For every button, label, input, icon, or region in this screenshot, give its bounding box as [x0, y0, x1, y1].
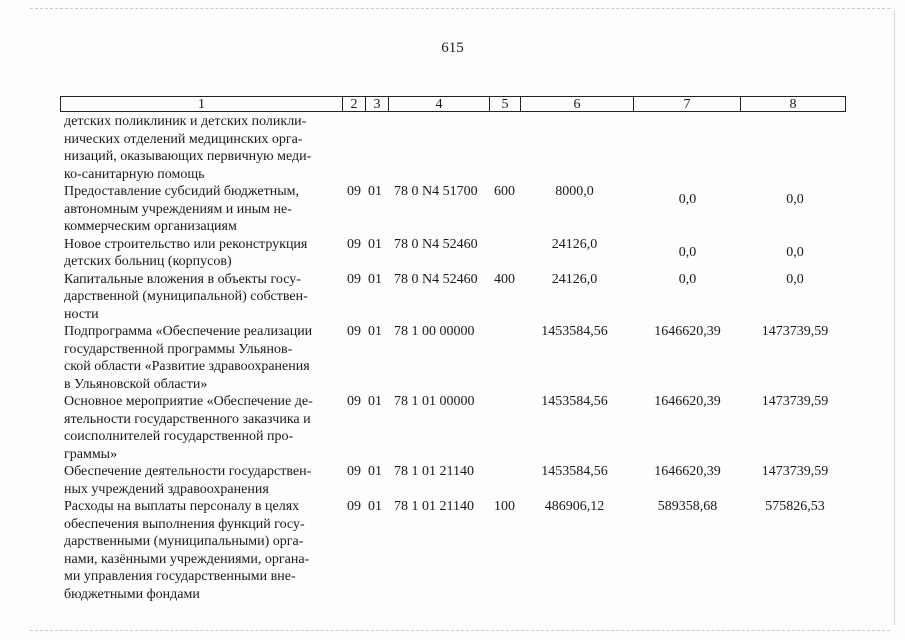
- cell-target-article: 78 1 01 00000: [394, 394, 475, 409]
- cell-amount-col6: 1453584,56: [541, 464, 608, 479]
- cell-subsection: 01: [368, 271, 382, 287]
- cell-section: 09: [347, 499, 361, 514]
- desc-line: Расходы на выплаты персоналу в целях: [64, 499, 300, 514]
- cell-target-article: 78 0 N4 52460: [394, 236, 478, 252]
- desc-line: ных учреждений здравоохранения: [64, 481, 269, 497]
- header-col-6: 6: [520, 96, 634, 112]
- cell-amount-col8: 1473739,59: [761, 464, 829, 479]
- row-description: [64, 183, 338, 236]
- cell-subsection: 01: [368, 394, 382, 409]
- cell-expense-type: 400: [494, 271, 515, 287]
- desc-line: ятельности государственного заказчика и: [64, 411, 311, 427]
- cell-section: 09: [347, 464, 361, 479]
- desc-line: бюджетными фондами: [64, 586, 200, 602]
- desc-line: ской области «Развитие здравоохранения: [64, 359, 310, 374]
- cell-target-article: 78 0 N4 52460: [394, 271, 478, 287]
- cell-amount-col7: 1646620,39: [654, 324, 721, 339]
- cell-amount-col6: 1453584,56: [541, 324, 608, 339]
- desc-line: ко-санитарную помощь: [64, 166, 205, 182]
- cell-amount-col6: 24126,0: [551, 236, 598, 252]
- desc-line: автономным учреждениям и иным не-: [64, 201, 292, 217]
- cell-expense-type: 600: [494, 184, 515, 199]
- cell-target-article: 78 1 01 21140: [394, 499, 474, 514]
- header-col-3: 3: [365, 96, 389, 112]
- cell-amount-col6: 486906,12: [544, 499, 605, 514]
- desc-line: граммы»: [64, 446, 118, 462]
- cell-target-article: 78 1 00 00000: [394, 324, 475, 339]
- table-row: [0, 236, 905, 271]
- table-row: [0, 393, 905, 463]
- desc-line: Подпрограмма «Обеспечение реализации: [64, 324, 313, 339]
- table-row: [0, 183, 905, 236]
- table-row: [0, 323, 905, 393]
- desc-line: ми управления государственными вне-: [64, 569, 296, 584]
- scan-edge-top: [30, 8, 890, 10]
- cell-amount-col7: 0,0: [678, 271, 697, 287]
- cell-subsection: 01: [368, 184, 382, 199]
- row-description: [64, 393, 338, 463]
- header-col-7: 7: [633, 96, 741, 112]
- desc-line: коммерческим организациям: [64, 219, 237, 234]
- cell-amount-col7: 1646620,39: [654, 464, 721, 479]
- header-col-4: 4: [388, 96, 490, 112]
- table-row: [0, 498, 905, 603]
- desc-line: соисполнителей государственной про-: [64, 429, 294, 444]
- table-row: [0, 271, 905, 324]
- table-body: [0, 113, 905, 603]
- cell-section: 09: [347, 271, 361, 287]
- row-description: [64, 236, 338, 271]
- table-row: [0, 463, 905, 498]
- cell-amount-col6: 24126,0: [551, 271, 598, 287]
- desc-line: нических отделений медицинских орга-: [64, 131, 303, 147]
- scan-edge-bottom: [30, 630, 890, 632]
- desc-line: Обеспечение деятельности государствен-: [64, 464, 312, 479]
- desc-line: дарственной (муниципальной) собствен-: [64, 289, 308, 304]
- page-number: 615: [441, 40, 464, 56]
- cell-amount-col8: 575826,53: [765, 499, 825, 514]
- row-description: [64, 498, 338, 603]
- cell-subsection: 01: [368, 324, 382, 339]
- cell-amount-col7: 0,0: [678, 192, 697, 207]
- desc-line: ности: [64, 306, 99, 322]
- cell-amount-col6: 1453584,56: [541, 394, 608, 409]
- desc-line: Предоставление субсидий бюджетным,: [64, 184, 300, 199]
- row-description: [64, 463, 338, 498]
- cell-amount-col7: 0,0: [678, 244, 697, 260]
- desc-line: в Ульяновской области»: [64, 376, 208, 392]
- header-col-8: 8: [740, 96, 846, 112]
- cell-amount-col8: 1473739,59: [761, 324, 829, 339]
- cell-amount-col8: 0,0: [786, 244, 804, 260]
- cell-amount-col7: 1646620,39: [654, 394, 721, 409]
- cell-section: 09: [347, 324, 361, 339]
- cell-amount-col7: 589358,68: [657, 499, 718, 514]
- header-col-5: 5: [489, 96, 521, 112]
- cell-amount-col8: 0,0: [786, 271, 804, 287]
- desc-line: Новое строительство или реконструкция: [64, 236, 308, 252]
- cell-amount-col8: 0,0: [786, 192, 804, 207]
- desc-line: обеспечения выполнения функций госу-: [64, 516, 305, 532]
- desc-line: детских больниц (корпусов): [64, 254, 232, 269]
- cell-expense-type: 100: [494, 499, 515, 514]
- desc-line: низаций, оказывающих первичную меди-: [64, 149, 312, 164]
- cell-subsection: 01: [368, 236, 382, 252]
- desc-line: нами, казёнными учреждениями, органа-: [64, 551, 310, 567]
- desc-line: Основное мероприятие «Обеспечение де-: [64, 394, 313, 409]
- cell-subsection: 01: [368, 499, 382, 514]
- cell-amount-col8: 1473739,59: [761, 394, 829, 409]
- table-row: [0, 113, 905, 183]
- cell-section: 09: [347, 184, 361, 199]
- row-description: [64, 323, 338, 393]
- cell-section: 09: [347, 236, 361, 252]
- desc-line: Капитальные вложения в объекты госу-: [64, 271, 301, 287]
- header-col-2: 2: [342, 96, 366, 112]
- cell-subsection: 01: [368, 464, 382, 479]
- cell-target-article: 78 0 N4 51700: [394, 184, 478, 199]
- desc-line: детских поликлиник и детских поликли-: [64, 114, 307, 129]
- header-col-1: 1: [60, 96, 343, 112]
- desc-line: дарственными (муниципальными) орга-: [64, 534, 304, 549]
- row-description: [64, 113, 338, 183]
- row-description: [64, 271, 338, 324]
- cell-section: 09: [347, 394, 361, 409]
- desc-line: государственной программы Ульянов-: [64, 341, 293, 357]
- cell-amount-col6: 8000,0: [555, 184, 594, 199]
- cell-target-article: 78 1 01 21140: [394, 464, 474, 479]
